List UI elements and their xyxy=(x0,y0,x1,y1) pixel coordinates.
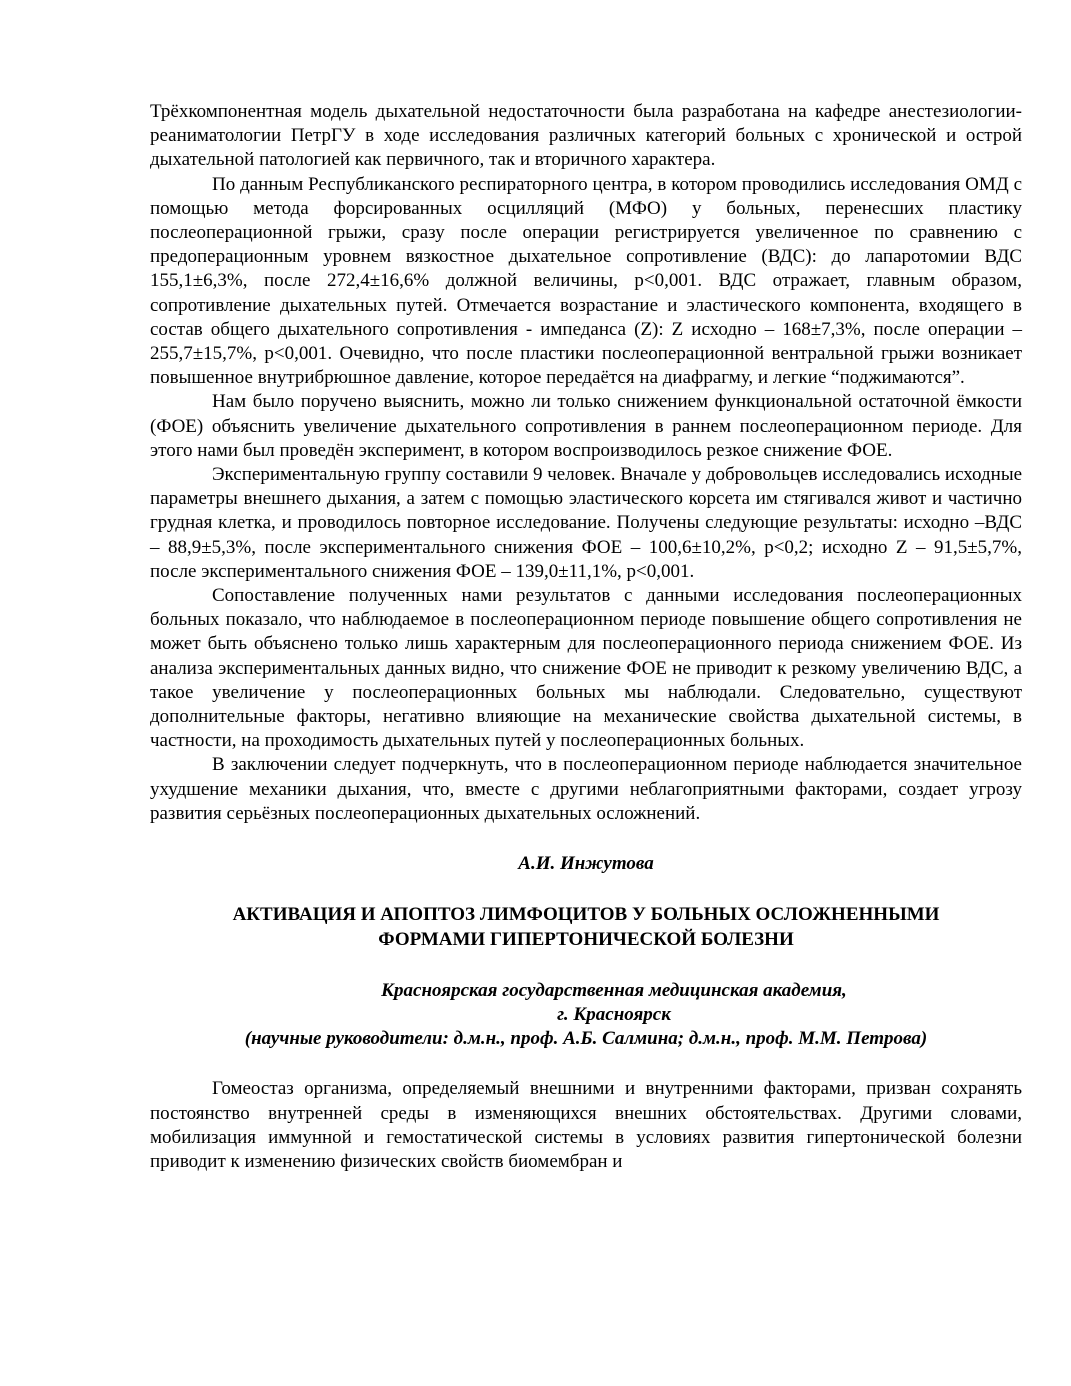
paragraph-homeostasis: Гомеостаз организма, определяемый внешними и внутренними факторами, призван сохранять постоянство внутренней среды в изменяющихся внешних обстоятельствах. Другими словами, мобилизация иммунной и гемостатической системы в условиях развития гипертонической болезни приводит к изменению физических свойств биомембран и xyxy=(150,1078,1022,1172)
article-title-line-1: АКТИВАЦИЯ И АПОПТОЗ ЛИМФОЦИТОВ У БОЛЬНЫХ ОСЛОЖНЕННЫМИ xyxy=(232,904,940,926)
document-page xyxy=(150,100,1022,1174)
article-author: А.И. Инжутова xyxy=(518,853,654,875)
paragraph-task: Нам было поручено выяснить, можно ли только снижением функциональной остаточной ёмкости (ФОЕ) объяснить увеличение дыхательного сопротивления в раннем послеоперационном периоде. Для этого нами был проведён эксперимент, в котором воспроизводилось резкое снижение ФОЕ. xyxy=(150,391,1022,461)
article-title-line-2: ФОРМАМИ ГИПЕРТОНИЧЕСКОЙ БОЛЕЗНИ xyxy=(378,928,794,950)
affiliation-line-1: Красноярская государственная медицинская академия, xyxy=(381,979,847,1001)
paragraph-comparison: Сопоставление полученных нами результатов с данными исследования послеоперационных больных показало, что наблюдаемое в послеоперационном периоде повышение общего сопротивления не может быть объяснено только лишь характерным для послеоперационного периода снижением ФОЕ. Из анализа экспериментальных данных видно, что снижение ФОЕ не приводит к резкому увеличению ВДС, а такое увеличение у послеоперационных больных мы наблюдали. Следовательно, существуют дополнительные факторы, негативно влияющие на механические свойства дыхательной системы, в частности, на проходимость дыхательных путей у послеоперационных больных. xyxy=(150,585,1022,752)
affiliation-line-2: г. Красноярск xyxy=(557,1003,671,1025)
article-title xyxy=(150,903,1022,951)
paragraph-experiment: Экспериментальную группу составили 9 человек. Вначале у добровольцев исследовались исходные параметры внешнего дыхания, а затем с помощью эластического корсета им стягивался живот и частично грудная клетка, и проводилось повторное исследование. Получены следующие результаты: исходно –ВДС – 88,9±5,3%, после экспериментального снижения ФОЕ – 100,6±10,2%, р<0,2; исходно Z – 91,5±5,7%, после экспериментального снижения ФОЕ – 139,0±11,1%, р<0,001. xyxy=(150,464,1023,582)
affiliation-line-3: (научные руководители: д.м.н., проф. А.Б. Салмина; д.м.н., проф. М.М. Петрова) xyxy=(244,1028,928,1050)
paragraph-respiratory-center: По данным Республиканского респираторного центра, в котором проводились исследования ОМД с помощью метода форсированных осцилляций (МФО) у больных, перенесших пластику послеоперационной грыжи, сразу после операции регистрируется увеличенное по сравнению с предоперационным уровнем вязкостное дыхательное сопротивление (ВДС): до лапаротомии ВДС 155,1±6,3%, после 272,4±16,6% должной величины, р<0,001. ВДС отражает, главным образом, сопротивление дыхательных путей. Отмечается возрастание и эластического компонента, входящего в состав общего дыхательного сопротивления - импеданса (Z): Z исходно – 168±7,3%, после операции – 255,7±15,7%, р<0,001. Очевидно, что после пластики послеоперационной вентральной грыжи возникает повышенное внутрибрюшное давление, которое передаётся на диафрагму, и легкие “поджимаются”. xyxy=(150,173,1022,389)
paragraph-conclusion: В заключении следует подчеркнуть, что в послеоперационном периоде наблюдается значительное ухудшение механики дыхания, что, вместе с другими неблагоприятными факторами, создает угрозу развития серьёзных послеоперационных дыхательных осложнений. xyxy=(150,754,1022,824)
affiliation xyxy=(150,979,1022,1052)
paragraph-intro: Трёхкомпонентная модель дыхательной недостаточности была разработана на кафедре анестезиологии-реаниматологии ПетрГУ в ходе исследования различных категорий больных с хронической и острой дыхательной патологией как первичного, так и вторичного характера. xyxy=(150,101,1022,171)
